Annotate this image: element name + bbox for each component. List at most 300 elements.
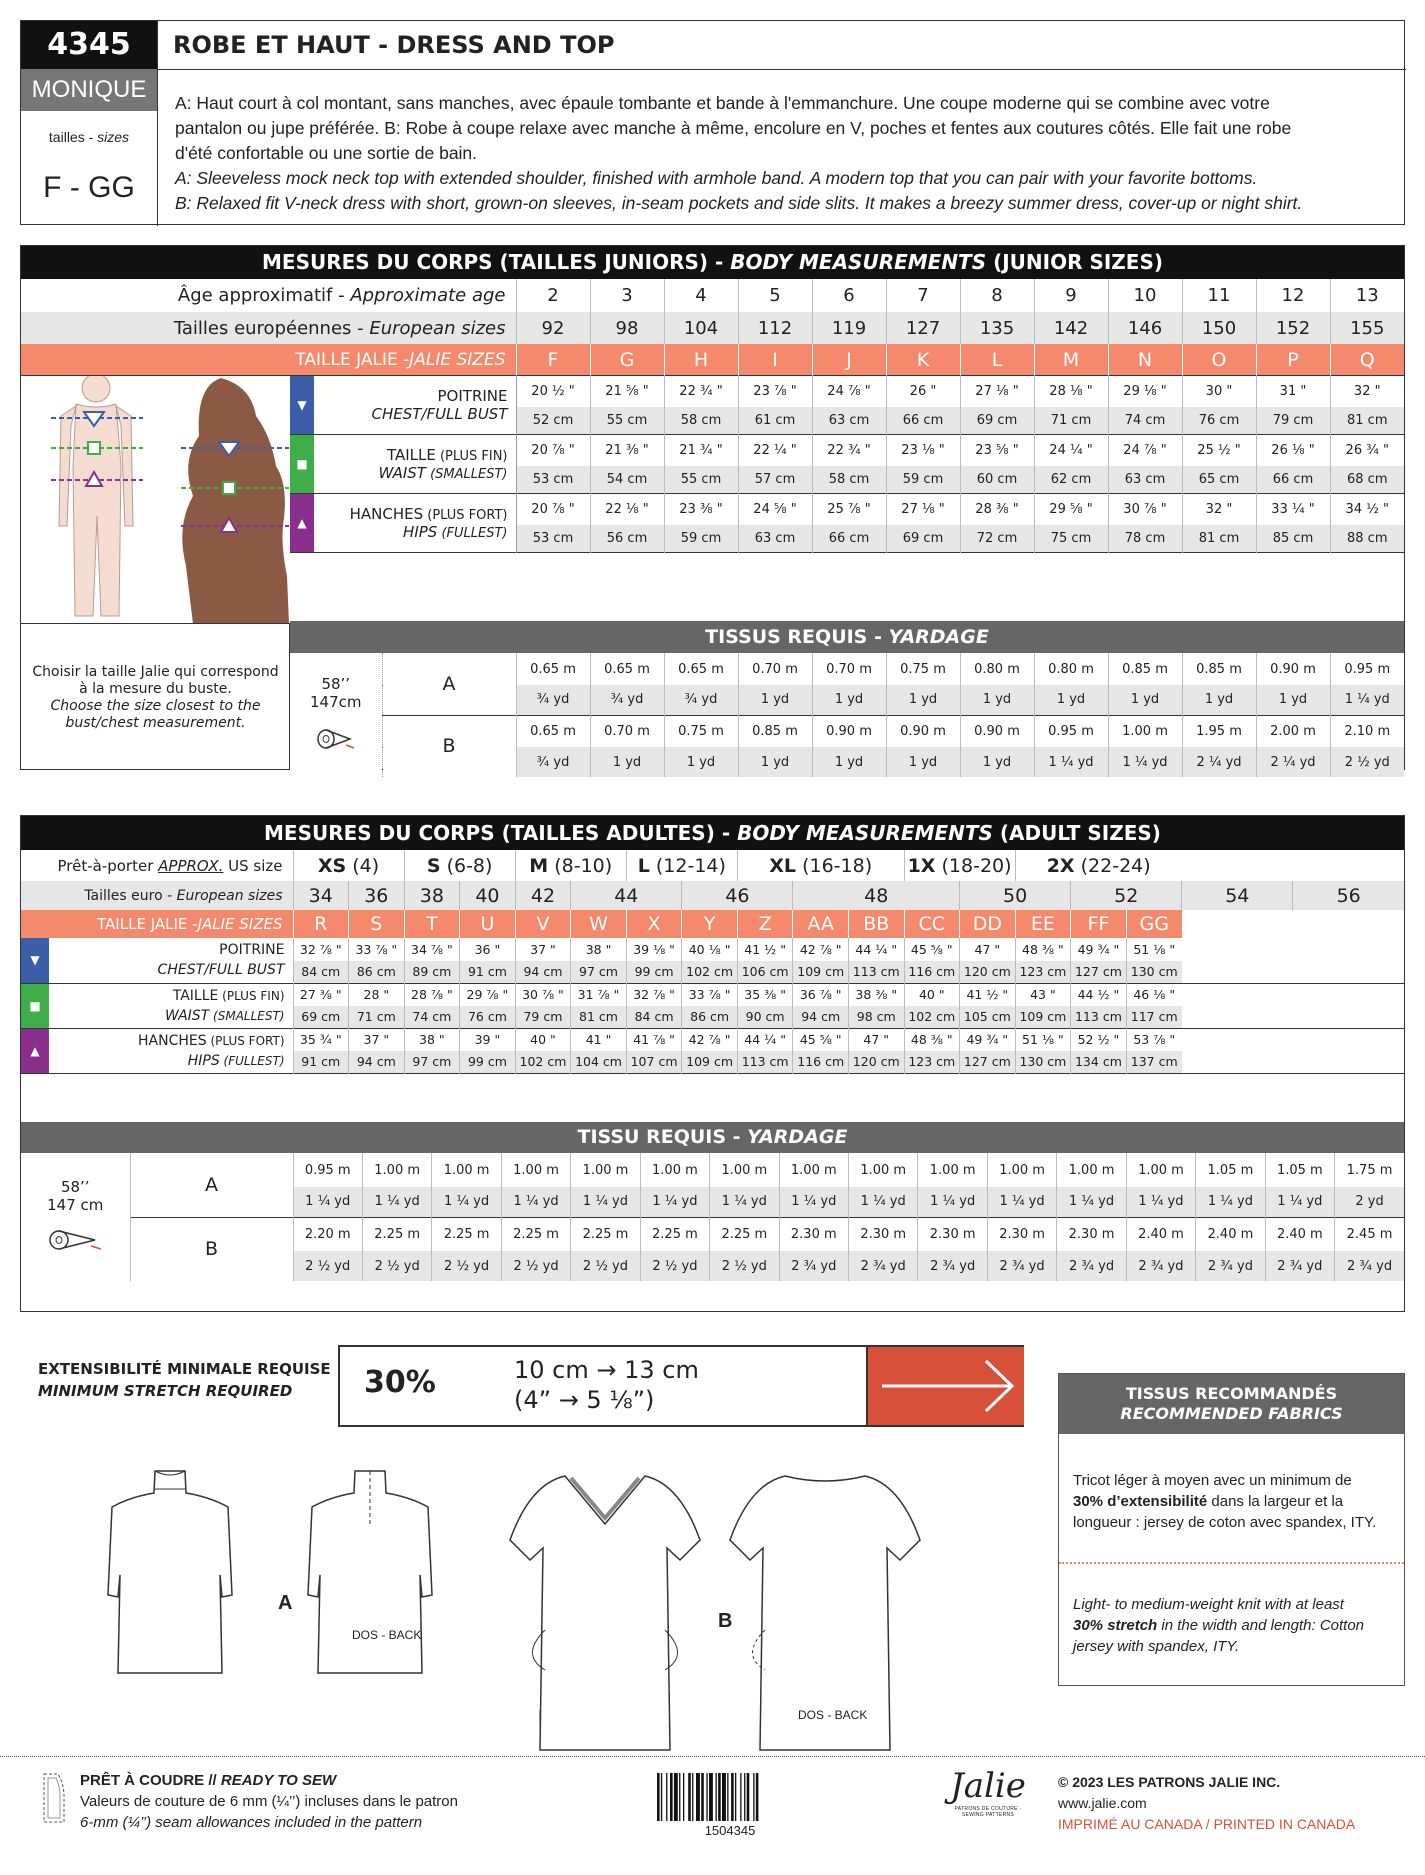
adult-yardage-m-cell: 1.00 m [571, 1153, 640, 1187]
adult-jalie-cell: Y [682, 910, 738, 938]
adult-bust-cm-cell: 99 cm [626, 961, 682, 983]
junior-euro-cell: 112 [738, 312, 812, 344]
adult-waist-in-cell: 40 " [904, 983, 960, 1006]
adult-bust-in-cell: 47 " [960, 938, 1016, 961]
junior-yardage-yd-cell: 1 ¼ yd [1034, 747, 1108, 777]
adult-yardage-yd-cell: 1 ¼ yd [1057, 1187, 1126, 1217]
junior-hips-in-cell: 34 ½ " [1330, 494, 1404, 525]
adult-yardage-B-row [21, 1217, 1404, 1251]
adult-bust-cm-cell: 109 cm [793, 961, 849, 983]
junior-waist-in-cell: 23 ⅛ " [886, 435, 960, 466]
junior-waist-in-cell: 26 ¾ " [1330, 435, 1404, 466]
junior-euro-cell: 127 [886, 312, 960, 344]
copyright-block: © 2023 LES PATRONS JALIE INC. www.jalie.com IMPRIMÉ AU CANADA / PRINTED IN CANADA [1058, 1774, 1356, 1832]
description: A: Haut court à col montant, sans manches, avec épaule tombante et bande à l'emmanchure. Une coupe moderne qui se combine avec votre pantalon ou jupe préférée. B: Robe à coupe relaxe avec manche à même, encolure en V, poches et fentes aux coutures côtés. Elle fait une robe d'été confortable ou une sortie de bain. A: Sleeveless mock neck top with extended shoulder, finished with armhole band. A modern top that you can pair with your favorite bottoms. B: Relaxed fit V-neck dress with short, grown-on sleeves, in-seam pockets and side slits. It makes a breezy summer dress, cover-up or night shirt. [175, 93, 1303, 213]
junior-yardage-m-cell: 0.70 m [590, 715, 664, 747]
junior-yardage-yd-cell: 1 yd [1108, 685, 1182, 715]
junior-hips-in-cell: 24 ⅝ " [738, 494, 812, 525]
junior-hips-in-cell: 28 ⅜ " [960, 494, 1034, 525]
adult-bust-in-cell: 32 ⅞ " [293, 938, 349, 961]
adult-yardage-m-cell: 1.05 m [1196, 1153, 1265, 1187]
junior-yardage-yd-cell: 1 yd [1182, 685, 1256, 715]
adult-hips-cm-cell: 104 cm [571, 1051, 627, 1073]
adult-hips-in-cell: 45 ⅝ " [793, 1028, 849, 1051]
junior-hips-cm-cell: 81 cm [1182, 525, 1256, 553]
adult-yardage-m-cell: 2.25 m [571, 1217, 640, 1251]
junior-waist-cm-cell: 66 cm [1256, 466, 1330, 494]
adult-yardage-m-cell: 1.00 m [501, 1153, 570, 1187]
adult-waist-cm-cell: 84 cm [626, 1006, 682, 1028]
junior-waist-in-cell: 22 ¾ " [812, 435, 886, 466]
adult-yardage-yd-cell: 2 ¾ yd [1126, 1251, 1195, 1281]
junior-hips-cm-cell: 72 cm [960, 525, 1034, 553]
adult-us-label: Prêt-à-porter APPROX. US size [57, 856, 283, 875]
junior-bust-cm-cell: 55 cm [590, 407, 664, 435]
adult-hips-cm-cell: 94 cm [349, 1051, 405, 1073]
junior-yardage-A-row [290, 653, 1404, 685]
adult-bust-in-cell: 34 ⅞ " [404, 938, 460, 961]
junior-jalie-cell: L [960, 344, 1034, 375]
adult-yardage-yd-cell: 1 ¼ yd [501, 1187, 570, 1217]
fabrics-fr: Tricot léger à moyen avec un minimum de 30% d’extensibilité dans la largeur et la longueur : jersey de coton avec spandex, ITY. [1073, 1472, 1377, 1531]
junior-ages-cell: 7 [886, 279, 960, 312]
junior-yardage-yd-cell: ¾ yd [590, 685, 664, 715]
junior-ages-cell: 11 [1182, 279, 1256, 312]
adult-yardage-A-row [21, 1153, 1404, 1187]
adult-waist-cm-cell: 98 cm [848, 1006, 904, 1028]
arrow-right-icon [868, 1347, 1024, 1425]
adult-hips-cm-cell: 134 cm [1071, 1051, 1127, 1073]
adult-us-size-cell: 1X (18-20) [904, 850, 1015, 881]
adult-euro-row [21, 881, 1404, 910]
adult-bust-cm-cell: 102 cm [682, 961, 738, 983]
junior-bust-in-cell: 22 ¾ " [664, 376, 738, 407]
junior-waist-in-cell: 24 ¼ " [1034, 435, 1108, 466]
adult-jalie-row [21, 910, 1404, 938]
junior-hips-cm-cell: 59 cm [664, 525, 738, 553]
adult-hips-in-cell: 38 " [404, 1028, 460, 1051]
view-a-label: A [278, 1592, 293, 1614]
adult-jalie-cell: R [293, 910, 349, 938]
junior-waist-in-cell: 22 ¼ " [738, 435, 812, 466]
adult-bust-in-cell: 39 ⅛ " [626, 938, 682, 961]
adult-bust-in-cell: 40 ⅛ " [682, 938, 738, 961]
adult-waist-cm-cell: 71 cm [349, 1006, 405, 1028]
adult-bust-cm-cell: 106 cm [737, 961, 793, 983]
adult-jalie-label: TAILLE JALIE -JALIE SIZES [97, 915, 283, 933]
adult-hips-in-cell: 52 ½ " [1071, 1028, 1127, 1051]
bust-marker-icon: ▼ [21, 938, 49, 983]
adult-jalie-cell: T [404, 910, 460, 938]
adult-waist-label: TAILLE (PLUS FIN) WAIST (SMALLEST) [49, 983, 293, 1028]
adult-yardage-yd-cell: 2 ½ yd [710, 1251, 779, 1281]
junior-hips-cm-cell: 78 cm [1108, 525, 1182, 553]
adult-yardage-yd-cell: 2 ½ yd [501, 1251, 570, 1281]
barcode-icon [655, 1773, 805, 1823]
junior-yardage-m-cell: 2.00 m [1256, 715, 1330, 747]
junior-yardage-B-row [290, 715, 1404, 747]
bust-marker-icon: ▼ [290, 376, 314, 435]
adult-euro-cell: 56 [1293, 881, 1404, 910]
junior-yardage-m-cell: 0.65 m [516, 715, 590, 747]
junior-bust-in-cell: 23 ⅞ " [738, 376, 812, 407]
junior-waist-in-cell: 21 ⅜ " [590, 435, 664, 466]
junior-yardage-m-cell: 0.70 m [738, 653, 812, 685]
junior-hips-in-cell: 33 ¼ " [1256, 494, 1330, 525]
adult-waist-in-cell: 28 ⅞ " [404, 983, 460, 1006]
adult-yardage-m-cell: 1.00 m [779, 1153, 848, 1187]
junior-yardage-m-cell: 0.65 m [516, 653, 590, 685]
junior-waist-cm-cell: 63 cm [1108, 466, 1182, 494]
adult-euro-cell: 40 [460, 881, 516, 910]
junior-hips-in-cell: 22 ⅛ " [590, 494, 664, 525]
junior-jalie-cell: G [590, 344, 664, 375]
junior-yardage-yd-cell: 1 yd [1034, 685, 1108, 715]
adult-bust-cm-cell: 84 cm [293, 961, 349, 983]
adult-bust-in-cell: 48 ⅜ " [1015, 938, 1071, 961]
adult-waist-cm-cell: 76 cm [460, 1006, 516, 1028]
adult-hips-cm-cell: 120 cm [848, 1051, 904, 1073]
adult-bust-cm-cell: 127 cm [1071, 961, 1127, 983]
junior-waist-in-cell: 23 ⅝ " [960, 435, 1034, 466]
adult-yardage-yd-cell: 2 ½ yd [640, 1251, 709, 1281]
junior-ages-cell: 9 [1034, 279, 1108, 312]
adult-jalie-cell: Z [737, 910, 793, 938]
adult-bust-cm-cell: 91 cm [460, 961, 516, 983]
adult-euro-label: Tailles euro - European sizes [84, 887, 283, 904]
junior-measurement-table [290, 375, 1404, 553]
junior-ages-cell: 10 [1108, 279, 1182, 312]
adult-bust-in-cell: 44 ¼ " [848, 938, 904, 961]
junior-waist-cm-cell: 57 cm [738, 466, 812, 494]
top-a-back-icon [300, 1465, 440, 1680]
adult-bust-cm-cell: 97 cm [571, 961, 627, 983]
adult-yardage-yd-cell: 1 ¼ yd [918, 1187, 987, 1217]
adult-waist-in-cell: 29 ⅞ " [460, 983, 516, 1006]
adult-jalie-cell: EE [1015, 910, 1071, 938]
junior-fabric-width: 58’’ 147cm [290, 653, 382, 777]
adult-waist-cm-cell: 86 cm [682, 1006, 738, 1028]
adult-jalie-cell: U [460, 910, 516, 938]
adult-jalie-cell: FF [1071, 910, 1127, 938]
junior-bust-cm-cell: 74 cm [1108, 407, 1182, 435]
adult-us-size-cell: S (6-8) [404, 850, 515, 881]
adult-yardage-yd-cell: 1 ¼ yd [571, 1187, 640, 1217]
adult-yardage-yd-cell: 2 ¾ yd [1196, 1251, 1265, 1281]
junior-bust-in-cell: 27 ⅛ " [960, 376, 1034, 407]
jalie-logo: Jalie PATRONS DE COUTURE · SEWING PATTERNS [950, 1766, 1026, 1818]
adult-yardage-yd-cell: 2 ¾ yd [1335, 1251, 1404, 1281]
adult-hips-label: HANCHES (PLUS FORT) HIPS (FULLEST) [49, 1028, 293, 1073]
junior-jalie-cell: M [1034, 344, 1108, 375]
view-b-label: B [718, 1610, 733, 1632]
adult-waist-cm-cell: 81 cm [571, 1006, 627, 1028]
junior-waist-cm-cell: 60 cm [960, 466, 1034, 494]
junior-hips-in-cell: 20 ⅞ " [516, 494, 590, 525]
junior-yardage-bar: TISSUS REQUIS - YARDAGE [290, 621, 1404, 653]
junior-title-bar: MESURES DU CORPS (TAILLES JUNIORS) - BODY MEASUREMENTS (JUNIOR SIZES) [21, 246, 1404, 279]
adult-jalie-cell: AA [793, 910, 849, 938]
adult-waist-cm-cell: 74 cm [404, 1006, 460, 1028]
adult-hips-in-cell: 35 ¾ " [293, 1028, 349, 1051]
adult-yardage-yd-cell: 2 ¾ yd [779, 1251, 848, 1281]
junior-euro-cell: 92 [516, 312, 590, 344]
junior-jalie-cell: N [1108, 344, 1182, 375]
junior-ages-cell: 8 [960, 279, 1034, 312]
seam-allowance-icon [40, 1770, 68, 1825]
junior-yardage-yd-cell: 1 yd [738, 685, 812, 715]
adult-yardage-m-cell: 1.00 m [362, 1153, 431, 1187]
adult-hips-cm-cell: 102 cm [515, 1051, 571, 1073]
adult-yardage-m-cell: 1.00 m [710, 1153, 779, 1187]
adult-yardage-m-cell: 2.20 m [293, 1217, 362, 1251]
fabrics-title: TISSUS RECOMMANDÉS RECOMMENDED FABRICS [1059, 1374, 1404, 1434]
body-figures-icon [21, 376, 290, 624]
junior-yardage-m-cell: 2.10 m [1330, 715, 1404, 747]
junior-yardage-yd-cell: ¾ yd [516, 685, 590, 715]
adult-hips-in-cell: 39 " [460, 1028, 516, 1051]
adult-yardage-yd-cell: 2 yd [1335, 1187, 1404, 1217]
adult-yardage-A-label: A [130, 1153, 293, 1217]
junior-euro-row: Tailles européennes - European sizes 92 98 104 112 119 127 135 142 146 150 152 155 [21, 312, 1404, 344]
junior-waist-in-cell: 21 ¾ " [664, 435, 738, 466]
junior-yardage-yd-cell: 1 yd [738, 747, 812, 777]
junior-yardage-m-cell: 0.80 m [960, 653, 1034, 685]
adult-euro-cell: 54 [1182, 881, 1293, 910]
junior-yardage-m-cell: 0.65 m [664, 653, 738, 685]
adult-jalie-cell: BB [848, 910, 904, 938]
stretch-measure: 10 cm → 13 cm (4” → 5 ⅛”) [514, 1356, 699, 1414]
junior-hips-cm-cell: 75 cm [1034, 525, 1108, 553]
adult-euro-cell: 36 [349, 881, 405, 910]
adult-jalie-cell: X [626, 910, 682, 938]
stretch-percent: 30% [364, 1365, 436, 1400]
junior-bust-cm-cell: 81 cm [1330, 407, 1404, 435]
adult-bust-row [21, 938, 1404, 961]
junior-waist-cm-cell: 53 cm [516, 466, 590, 494]
adult-yardage-yd-cell: 1 ¼ yd [362, 1187, 431, 1217]
adult-euro-cell: 50 [960, 881, 1071, 910]
adult-us-size-cell: XL (16-18) [737, 850, 904, 881]
adult-waist-in-cell: 31 ⅞ " [571, 983, 627, 1006]
junior-bust-in-cell: 26 " [886, 376, 960, 407]
junior-euro-cell: 119 [812, 312, 886, 344]
junior-yardage-m-cell: 0.75 m [886, 653, 960, 685]
junior-yardage-m-cell: 0.85 m [1108, 653, 1182, 685]
adult-waist-cm-cell: 109 cm [1015, 1006, 1071, 1028]
adult-yardage-m-cell: 1.00 m [640, 1153, 709, 1187]
junior-ages-cell: 6 [812, 279, 886, 312]
junior-ages-cell: 2 [516, 279, 590, 312]
adult-yardage-yd-cell: 2 ¾ yd [987, 1251, 1056, 1281]
top-a-front-icon [100, 1465, 240, 1680]
adult-yardage-m-cell: 2.30 m [1057, 1217, 1126, 1251]
adult-yardage-m-cell: 2.30 m [987, 1217, 1056, 1251]
adult-us-size-cell: 2X (22-24) [1015, 850, 1182, 881]
adult-yardage-yd-cell: 1 ¼ yd [779, 1187, 848, 1217]
junior-hips-in-cell: 25 ⅞ " [812, 494, 886, 525]
junior-jalie-cell: Q [1330, 344, 1404, 375]
junior-hips-cm-cell: 56 cm [590, 525, 664, 553]
dress-b-front-icon [505, 1470, 705, 1758]
junior-jalie-cell: F [516, 344, 590, 375]
adult-bust-cm-cell: 113 cm [848, 961, 904, 983]
adult-hips-cm-cell: 113 cm [737, 1051, 793, 1073]
junior-age-row: Âge approximatif - Approximate age 2 3 4 5 6 7 8 9 10 11 12 13 [21, 279, 1404, 312]
adult-hips-cm-cell: 91 cm [293, 1051, 349, 1073]
junior-waist-cm-cell: 68 cm [1330, 466, 1404, 494]
adult-yardage-m-cell: 2.40 m [1265, 1217, 1334, 1251]
adult-bust-in-cell: 33 ⅞ " [349, 938, 405, 961]
junior-bust-cm-cell: 66 cm [886, 407, 960, 435]
adult-hips-in-cell: 51 ⅛ " [1015, 1028, 1071, 1051]
junior-bust-in-cell: 31 " [1256, 376, 1330, 407]
adult-waist-cm-cell: 90 cm [737, 1006, 793, 1028]
adult-yardage-yd-cell: 2 ¾ yd [849, 1251, 918, 1281]
junior-waist-in-cell: 26 ⅛ " [1256, 435, 1330, 466]
adult-yardage-m-cell: 2.25 m [432, 1217, 501, 1251]
junior-hips-in-cell: 23 ⅜ " [664, 494, 738, 525]
junior-bust-row [290, 376, 1404, 407]
adult-yardage-yd-cell: 1 ¼ yd [432, 1187, 501, 1217]
junior-section [20, 245, 1405, 770]
adult-waist-in-cell: 28 " [349, 983, 405, 1006]
adult-us-size-cell: XS (4) [293, 850, 404, 881]
junior-jalie-cell: K [886, 344, 960, 375]
junior-waist-in-cell: 20 ⅞ " [516, 435, 590, 466]
adult-hips-in-cell: 37 " [349, 1028, 405, 1051]
adult-yardage-yd-cell: 2 ½ yd [432, 1251, 501, 1281]
adult-fabric-width: 58’’ 147 cm [21, 1153, 130, 1281]
adult-bust-in-cell: 41 ½ " [737, 938, 793, 961]
junior-waist-in-cell: 24 ⅞ " [1108, 435, 1182, 466]
adult-yardage-table [21, 1153, 1404, 1281]
junior-euro-cell: 135 [960, 312, 1034, 344]
junior-hips-in-cell: 29 ⅝ " [1034, 494, 1108, 525]
junior-yardage-yd-cell: 1 yd [886, 747, 960, 777]
junior-yardage-m-cell: 0.75 m [664, 715, 738, 747]
adult-hips-in-cell: 41 " [571, 1028, 627, 1051]
junior-hips-row [290, 494, 1404, 525]
junior-yardage-yd-cell: 1 yd [960, 747, 1034, 777]
junior-hips-in-cell: 27 ⅛ " [886, 494, 960, 525]
adult-jalie-cell: DD [960, 910, 1016, 938]
header-box [20, 20, 1405, 225]
adult-yardage-m-cell: 2.30 m [918, 1217, 987, 1251]
junior-jalie-cell: I [738, 344, 812, 375]
choose-size-note: Choisir la taille Jalie qui correspond à la mesure du buste. Choose the size closest to the bust/chest measurement. [21, 623, 290, 770]
junior-yardage-yd-cell: 1 yd [1256, 685, 1330, 715]
junior-jalie-cell: J [812, 344, 886, 375]
adult-waist-cm-cell: 69 cm [293, 1006, 349, 1028]
adult-bust-in-cell: 36 " [460, 938, 516, 961]
junior-bust-cm-cell: 61 cm [738, 407, 812, 435]
adult-jalie-cell: GG [1126, 910, 1182, 938]
adult-euro-cell: 52 [1071, 881, 1182, 910]
junior-yardage-yd-cell: 1 yd [812, 747, 886, 777]
adult-euro-cell: 34 [293, 881, 349, 910]
junior-yardage-m-cell: 0.80 m [1034, 653, 1108, 685]
junior-waist-cm-cell: 58 cm [812, 466, 886, 494]
adult-yardage-m-cell: 1.00 m [1057, 1153, 1126, 1187]
junior-bust-in-cell: 32 " [1330, 376, 1404, 407]
adult-yardage-yd-cell: 1 ¼ yd [293, 1187, 362, 1217]
adult-euro-cell: 42 [515, 881, 571, 910]
junior-euro-cell: 104 [664, 312, 738, 344]
junior-waist-cm-cell: 59 cm [886, 466, 960, 494]
adult-waist-row [21, 983, 1404, 1006]
junior-bust-in-cell: 28 ⅛ " [1034, 376, 1108, 407]
stretch-arrow [866, 1347, 1024, 1425]
adult-yardage-m-cell: 1.00 m [918, 1153, 987, 1187]
junior-bust-label: POITRINE CHEST/FULL BUST [314, 376, 516, 435]
junior-bust-cm-cell: 79 cm [1256, 407, 1330, 435]
adult-yardage-m-cell: 1.00 m [1126, 1153, 1195, 1187]
junior-yardage-yd-cell: 2 ¼ yd [1182, 747, 1256, 777]
junior-jalie-cell: P [1256, 344, 1330, 375]
junior-yardage-m-cell: 0.90 m [812, 715, 886, 747]
junior-ages-cell: 12 [1256, 279, 1330, 312]
pattern-name: MONIQUE [21, 69, 157, 111]
adult-bust-cm-cell: 94 cm [515, 961, 571, 983]
adult-yardage-yd-cell: 1 ¼ yd [1126, 1187, 1195, 1217]
adult-yardage-yd-cell: 1 ¼ yd [710, 1187, 779, 1217]
junior-yardage-yd-cell: 1 ¼ yd [1330, 685, 1404, 715]
adult-bust-in-cell: 45 ⅝ " [904, 938, 960, 961]
hips-marker-icon: ▲ [290, 494, 314, 553]
adult-yardage-m-cell: 2.40 m [1196, 1217, 1265, 1251]
adult-yardage-m-cell: 2.25 m [710, 1217, 779, 1251]
adult-hips-cm-cell: 127 cm [960, 1051, 1016, 1073]
junior-waist-cm-cell: 62 cm [1034, 466, 1108, 494]
junior-waist-label: TAILLE (PLUS FIN) WAIST (SMALLEST) [314, 435, 516, 494]
adult-yardage-yd-cell: 2 ½ yd [571, 1251, 640, 1281]
junior-hips-in-cell: 30 ⅞ " [1108, 494, 1182, 525]
adult-hips-in-cell: 47 " [848, 1028, 904, 1051]
junior-bust-in-cell: 30 " [1182, 376, 1256, 407]
adult-waist-in-cell: 27 ⅜ " [293, 983, 349, 1006]
adult-yardage-m-cell: 1.00 m [987, 1153, 1056, 1187]
adult-bust-in-cell: 49 ¾ " [1071, 938, 1127, 961]
junior-yardage-yd-cell: 1 yd [664, 747, 738, 777]
adult-waist-in-cell: 36 ⅞ " [793, 983, 849, 1006]
adult-yardage-yd-cell: 1 ¼ yd [987, 1187, 1056, 1217]
junior-bust-cm-cell: 76 cm [1182, 407, 1256, 435]
adult-section [20, 815, 1405, 1312]
adult-us-size-cell: L (12-14) [626, 850, 737, 881]
junior-ages-cell: 5 [738, 279, 812, 312]
adult-yardage-yd-cell: 1 ¼ yd [1265, 1187, 1334, 1217]
adult-yardage-m-cell: 2.30 m [849, 1217, 918, 1251]
junior-waist-cm-cell: 55 cm [664, 466, 738, 494]
adult-waist-in-cell: 38 ⅜ " [848, 983, 904, 1006]
adult-hips-cm-cell: 107 cm [626, 1051, 682, 1073]
back-label-b: DOS - BACK [798, 1708, 868, 1722]
adult-yardage-yd-cell: 1 ¼ yd [1196, 1187, 1265, 1217]
adult-yardage-yd-cell: 2 ¾ yd [918, 1251, 987, 1281]
junior-yardage-m-cell: 0.65 m [590, 653, 664, 685]
adult-waist-in-cell: 41 ½ " [960, 983, 1016, 1006]
junior-yardage-m-cell: 0.85 m [738, 715, 812, 747]
junior-bust-in-cell: 29 ⅛ " [1108, 376, 1182, 407]
pattern-number: 4345 [21, 21, 157, 69]
junior-yardage-m-cell: 1.95 m [1182, 715, 1256, 747]
adult-waist-cm-cell: 102 cm [904, 1006, 960, 1028]
adult-hips-cm-cell: 97 cm [404, 1051, 460, 1073]
adult-hips-row [21, 1028, 1404, 1051]
adult-hips-cm-cell: 116 cm [793, 1051, 849, 1073]
junior-yardage-yd-cell: 2 ½ yd [1330, 747, 1404, 777]
